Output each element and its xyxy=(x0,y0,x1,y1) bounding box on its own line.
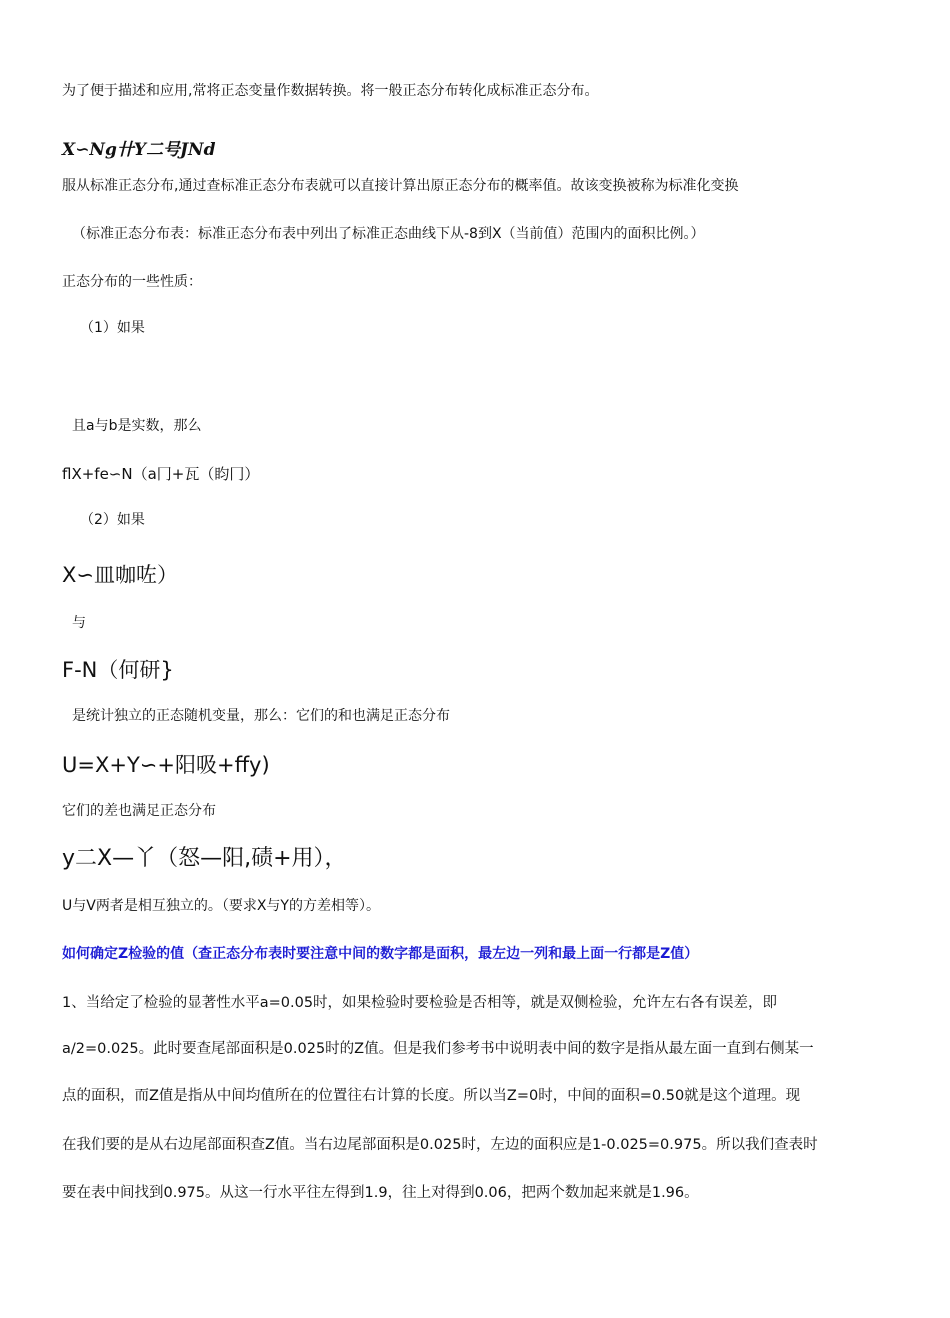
intro-text: 为了便于描述和应用,常将正态变量作数据转换。将一般正态分布转化成标准正态分布。 xyxy=(62,83,599,99)
paragraph-line-5: 要在表中间找到0.975。从这一行水平往左得到1.9，往上对得到0.06，把两个数加起来就是1.96。 xyxy=(62,1185,699,1201)
property-2-label: （2）如果 xyxy=(80,512,145,528)
difference-formula: y二X—丫（怒—阳,碛+用）， xyxy=(62,846,347,871)
property-1-label: （1）如果 xyxy=(80,320,145,336)
paragraph-line-4: 在我们要的是从右边尾部面积查Z值。当右边尾部面积是0.025时，左边的面积应是1-0.025=0.975。所以我们查表时 xyxy=(62,1137,818,1153)
table-note: （标准正态分布表：标准正态分布表中列出了标准正态曲线下从-8到X（当前值）范围内的面积比例。） xyxy=(72,226,705,242)
paragraph-line-3: 点的面积，而Z值是指从中间均值所在的位置往右计算的长度。所以当Z=0时，中间的面积=0.50就是这个道理。现 xyxy=(62,1088,801,1104)
transform-formula: X∽Ng卄Y二号JNd xyxy=(62,140,216,160)
independence-text: 是统计独立的正态随机变量，那么：它们的和也满足正态分布 xyxy=(72,708,450,724)
real-numbers-text: 且a与b是实数，那么 xyxy=(72,418,202,434)
y-distribution-formula: F-N（何研} xyxy=(62,658,174,682)
z-test-heading: 如何确定Z检验的值（查正态分布表时要注意中间的数字都是面积，最左边一列和最上面一行都是Z值） xyxy=(62,946,699,962)
properties-heading: 正态分布的一些性质： xyxy=(62,274,202,290)
paragraph-line-1: 1、当给定了检验的显著性水平a=0.05时，如果检验时要检验是否相等，就是双侧检验，允许左右各有误差，即 xyxy=(62,995,778,1011)
uv-independent-text: U与V两者是相互独立的。（要求X与Y的方差相等）。 xyxy=(62,898,380,914)
linear-transform-formula: flX+fe∽N（a冂+瓦（盷冂） xyxy=(62,465,260,483)
x-distribution-formula: X∽皿咖咗） xyxy=(62,563,178,587)
sum-formula: U=X+Y∽+阳吸+ffy) xyxy=(62,753,270,777)
standardization-text: 服从标准正态分布,通过查标准正态分布表就可以直接计算出原正态分布的概率值。故该变换被称为标准化变换 xyxy=(62,178,739,194)
and-text: 与 xyxy=(72,615,86,631)
difference-text: 它们的差也满足正态分布 xyxy=(62,803,216,819)
paragraph-line-2: a/2=0.025。此时要查尾部面积是0.025时的Z值。但是我们参考书中说明表中间的数字是指从最左面一直到右侧某一 xyxy=(62,1041,814,1057)
